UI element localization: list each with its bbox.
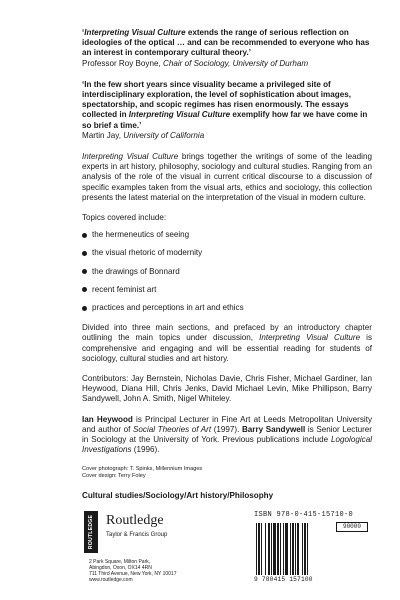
topic-label: recent feminist art bbox=[92, 284, 157, 294]
quote-1: ‘Interpreting Visual Culture extends the range of serious reflection on ideologies of the optical … and can be recommended to everyone who has an interest in contemporary cultural theory.’ bbox=[82, 28, 370, 58]
topic-label: the visual rhetoric of modernity bbox=[92, 248, 203, 258]
address-line: Abingdon, Oxon, OX14 4RN bbox=[89, 565, 152, 571]
topics-list bbox=[82, 230, 372, 313]
quote-2: ‘In the few short years since visuality became a privileged site of interdisciplinary exploration, the level of sophistication about images, spectatorship, and scopic regimes has risen enormously. The essays collected in Interpreting Visual Culture exemplify how far we have come in so brief a time.’ bbox=[82, 79, 368, 130]
topic-item bbox=[82, 230, 372, 240]
bullet-icon bbox=[82, 287, 87, 292]
topic-item bbox=[82, 285, 372, 295]
quote-2-attribution bbox=[82, 131, 372, 141]
topic-label: the hermeneutics of seeing bbox=[92, 230, 190, 240]
publisher-block bbox=[82, 509, 247, 587]
publisher-name: Routledge bbox=[106, 513, 164, 528]
topic-item bbox=[82, 267, 372, 277]
routledge-logo-mark bbox=[84, 511, 98, 553]
bullet-icon bbox=[82, 251, 87, 256]
publisher-website: www.routledge.com bbox=[89, 577, 133, 583]
bullet-icon bbox=[82, 233, 87, 238]
price-addon: 90000 bbox=[336, 522, 368, 532]
barcode-icon bbox=[256, 523, 334, 575]
contributors-paragraph: Contributors: Jay Bernstein, Nicholas Davie, Chris Fisher, Michael Gardiner, Ian Heywood, Diana Hill, Chris Jenks, David Michael Levin, Mike Phillipson, Barry Sandywell, John A. Smith, Nigel Whiteley. bbox=[82, 374, 372, 404]
bullet-icon bbox=[82, 269, 87, 274]
quote-1-attribution bbox=[82, 59, 372, 69]
barcode-bars bbox=[256, 523, 334, 575]
bullet-icon bbox=[82, 306, 87, 311]
isbn-label: ISBN 978-0-415-15710-0 bbox=[254, 511, 354, 519]
topic-label: practices and perceptions in art and ethics bbox=[92, 303, 244, 313]
back-cover-text bbox=[82, 28, 372, 500]
cover-photo-credit: Cover photograph: T. Spinks, Millennium Images bbox=[82, 465, 203, 472]
barcode-bar bbox=[308, 523, 310, 575]
editors-paragraph: Ian Heywood is Principal Lecturer in Fine Art at Leeds Metropolitan University and author of Social Theories of Art (1997). Barry Sandywell is Senior Lecturer in Sociology at the University of York. Previous publications include Logological Investigations (1996). bbox=[82, 414, 373, 455]
topics-heading: Topics covered include: bbox=[82, 213, 167, 223]
quote-1-open: ‘ bbox=[82, 28, 85, 37]
publisher-group: Taylor & Francis Group bbox=[106, 532, 168, 538]
description-paragraph: Interpreting Visual Culture brings together the writings of some of the leading experts in art history, philosophy, sociology and cultural studies. Ranging from an analysis of the role of the visual in current critical discourse to a discussion of specific examples taken from the visual arts, ethics and sociology, this collection presents the latest material on the interpretation of the visual in modern culture. bbox=[82, 152, 372, 202]
publisher-address bbox=[89, 559, 176, 583]
topic-item bbox=[82, 303, 372, 313]
subject-categories: Cultural studies/Sociology/Art history/Philosophy bbox=[82, 490, 274, 500]
barcode-digits: 9 780415 157100 bbox=[254, 576, 313, 583]
address-line: 2 Park Square, Milton Park, bbox=[89, 559, 151, 565]
sections-paragraph: Divided into three main sections, and prefaced by an introductory chapter outlining the main topics under discussion, Interpreting Visual Culture is comprehensive and engaging and will be essential reading for students of sociology, cultural studies and art history. bbox=[82, 323, 373, 363]
topic-label: the drawings of Bonnard bbox=[92, 266, 180, 276]
cover-design-credit: Cover design: Terry Foley bbox=[82, 472, 146, 479]
address-line: 711 Third Avenue, New York, NY 10017 bbox=[89, 571, 177, 577]
topic-item bbox=[82, 248, 372, 258]
isbn-barcode-block bbox=[252, 509, 372, 587]
quote-1-author: Professor Roy Boyne, bbox=[82, 58, 163, 68]
quote-1-role: Chair of Sociology, University of Durham bbox=[162, 58, 309, 68]
quote-2-role: University of California bbox=[123, 130, 205, 140]
logo-mark-text: ROUTLEDGE bbox=[88, 514, 94, 550]
publisher-footer bbox=[82, 509, 372, 587]
quote-1-title: Interpreting Visual Culture bbox=[84, 28, 186, 37]
quote-2-author: Martin Jay, bbox=[82, 130, 124, 140]
